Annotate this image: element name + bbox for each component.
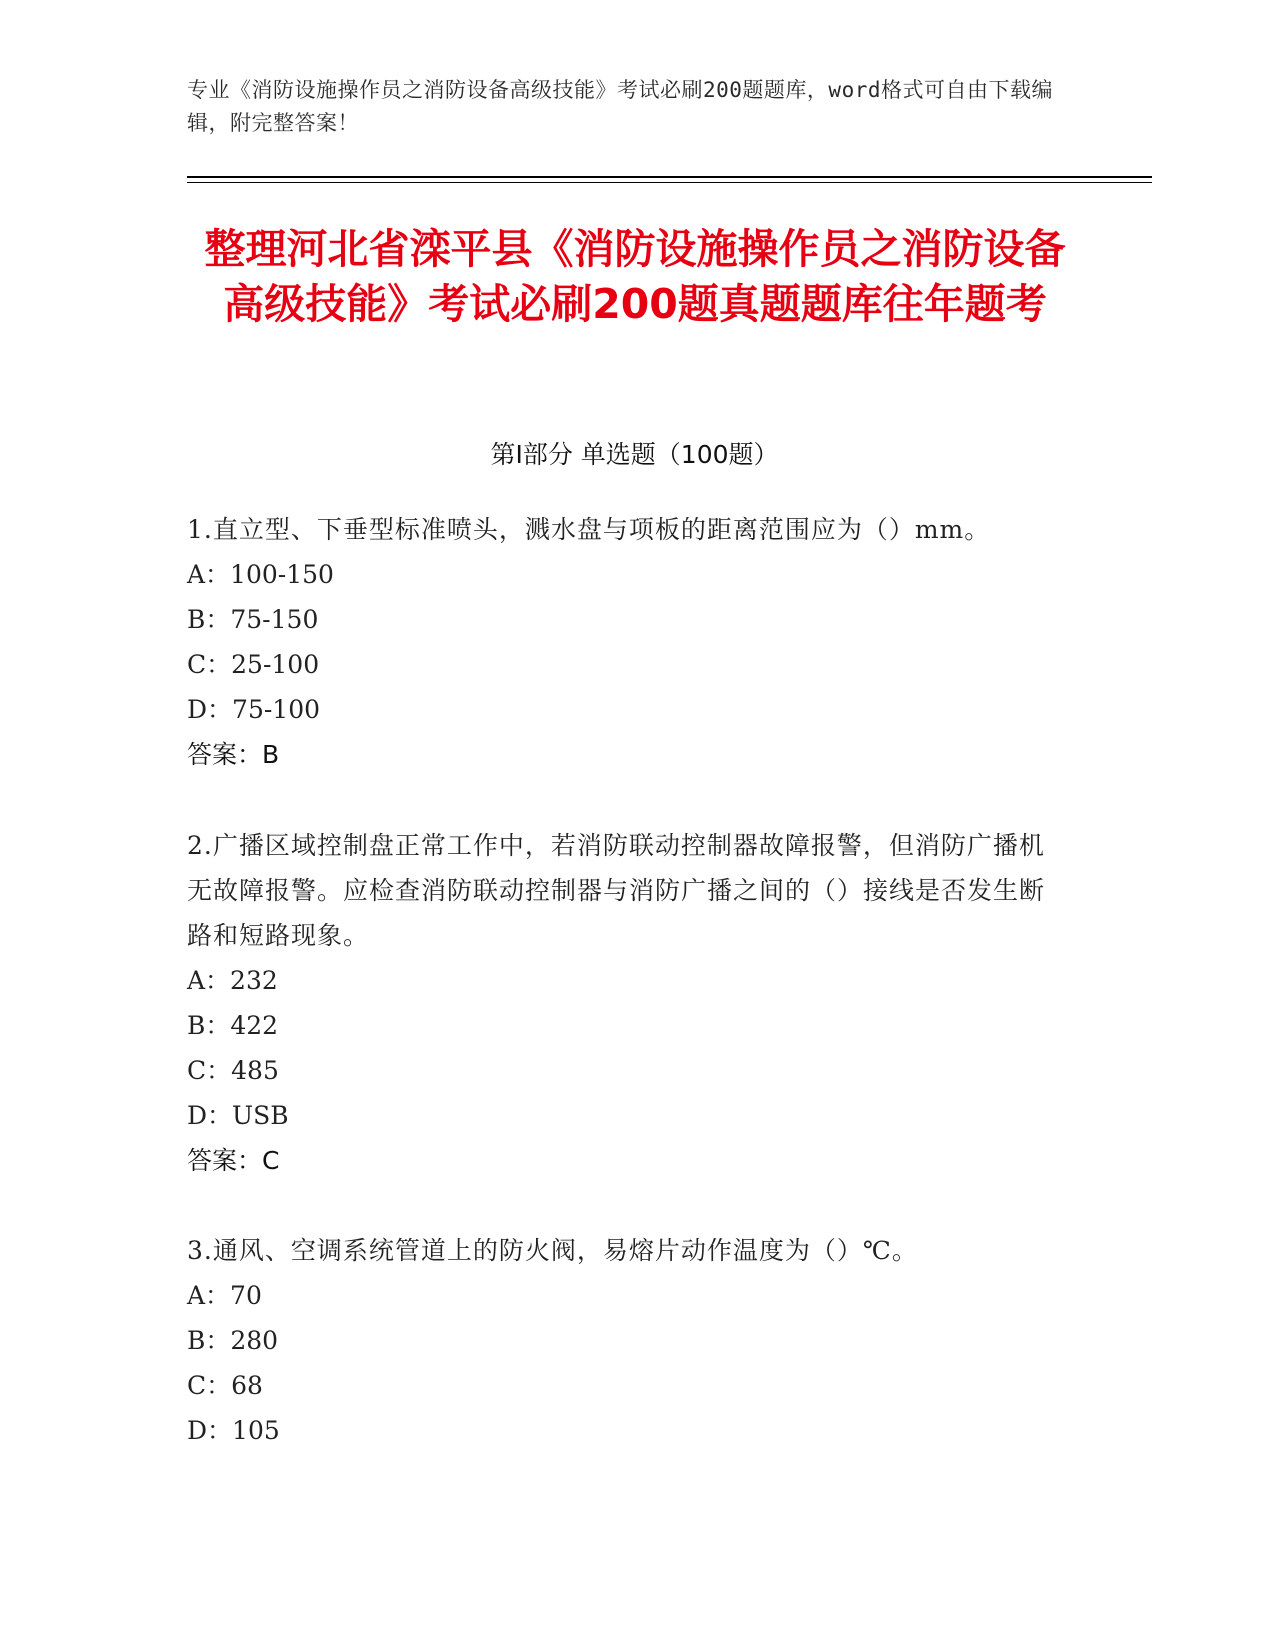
- option-d: D：75-100: [187, 695, 321, 724]
- option-c: C：68: [187, 1371, 263, 1400]
- option-c: C：25-100: [187, 650, 320, 679]
- question-2: [187, 823, 1067, 1184]
- question-stem: 3.通风、空调系统管道上的防火阀，易熔片动作温度为（）℃。: [187, 1236, 918, 1265]
- question-1: [187, 507, 1067, 778]
- answer-text: 答案：C: [187, 1146, 280, 1175]
- option-c: C：485: [187, 1056, 279, 1085]
- header-divider-thick: [187, 176, 1152, 178]
- option-a: A：70: [187, 1281, 262, 1310]
- option-b: B：280: [187, 1326, 279, 1355]
- option-d: D：USB: [187, 1101, 289, 1130]
- option-a: A：232: [187, 966, 278, 995]
- document-title: 整理河北省滦平县《消防设施操作员之消防设备高级技能》考试必刷200题真题题库往年题考: [204, 225, 1066, 328]
- option-d: D：105: [187, 1416, 280, 1445]
- section-title: 第Ⅰ部分 单选题（100题）: [490, 440, 779, 469]
- answer-text: 答案：B: [187, 740, 280, 769]
- header-divider-thin: [187, 182, 1152, 183]
- option-a: A：100-150: [187, 560, 334, 589]
- option-b: B：75-150: [187, 605, 319, 634]
- header-note: 专业《消防设施操作员之消防设备高级技能》考试必刷200题题库，word格式可自由下载编辑，附完整答案！: [187, 78, 1053, 135]
- question-3: [187, 1228, 1067, 1453]
- option-b: B：422: [187, 1011, 279, 1040]
- question-stem: 1.直立型、下垂型标准喷头，溅水盘与项板的距离范围应为（）mm。: [187, 515, 991, 544]
- question-stem: 2.广播区域控制盘正常工作中，若消防联动控制器故障报警，但消防广播机无故障报警。应检查消防联动控制器与消防广播之间的（）接线是否发生断路和短路现象。: [187, 831, 1046, 950]
